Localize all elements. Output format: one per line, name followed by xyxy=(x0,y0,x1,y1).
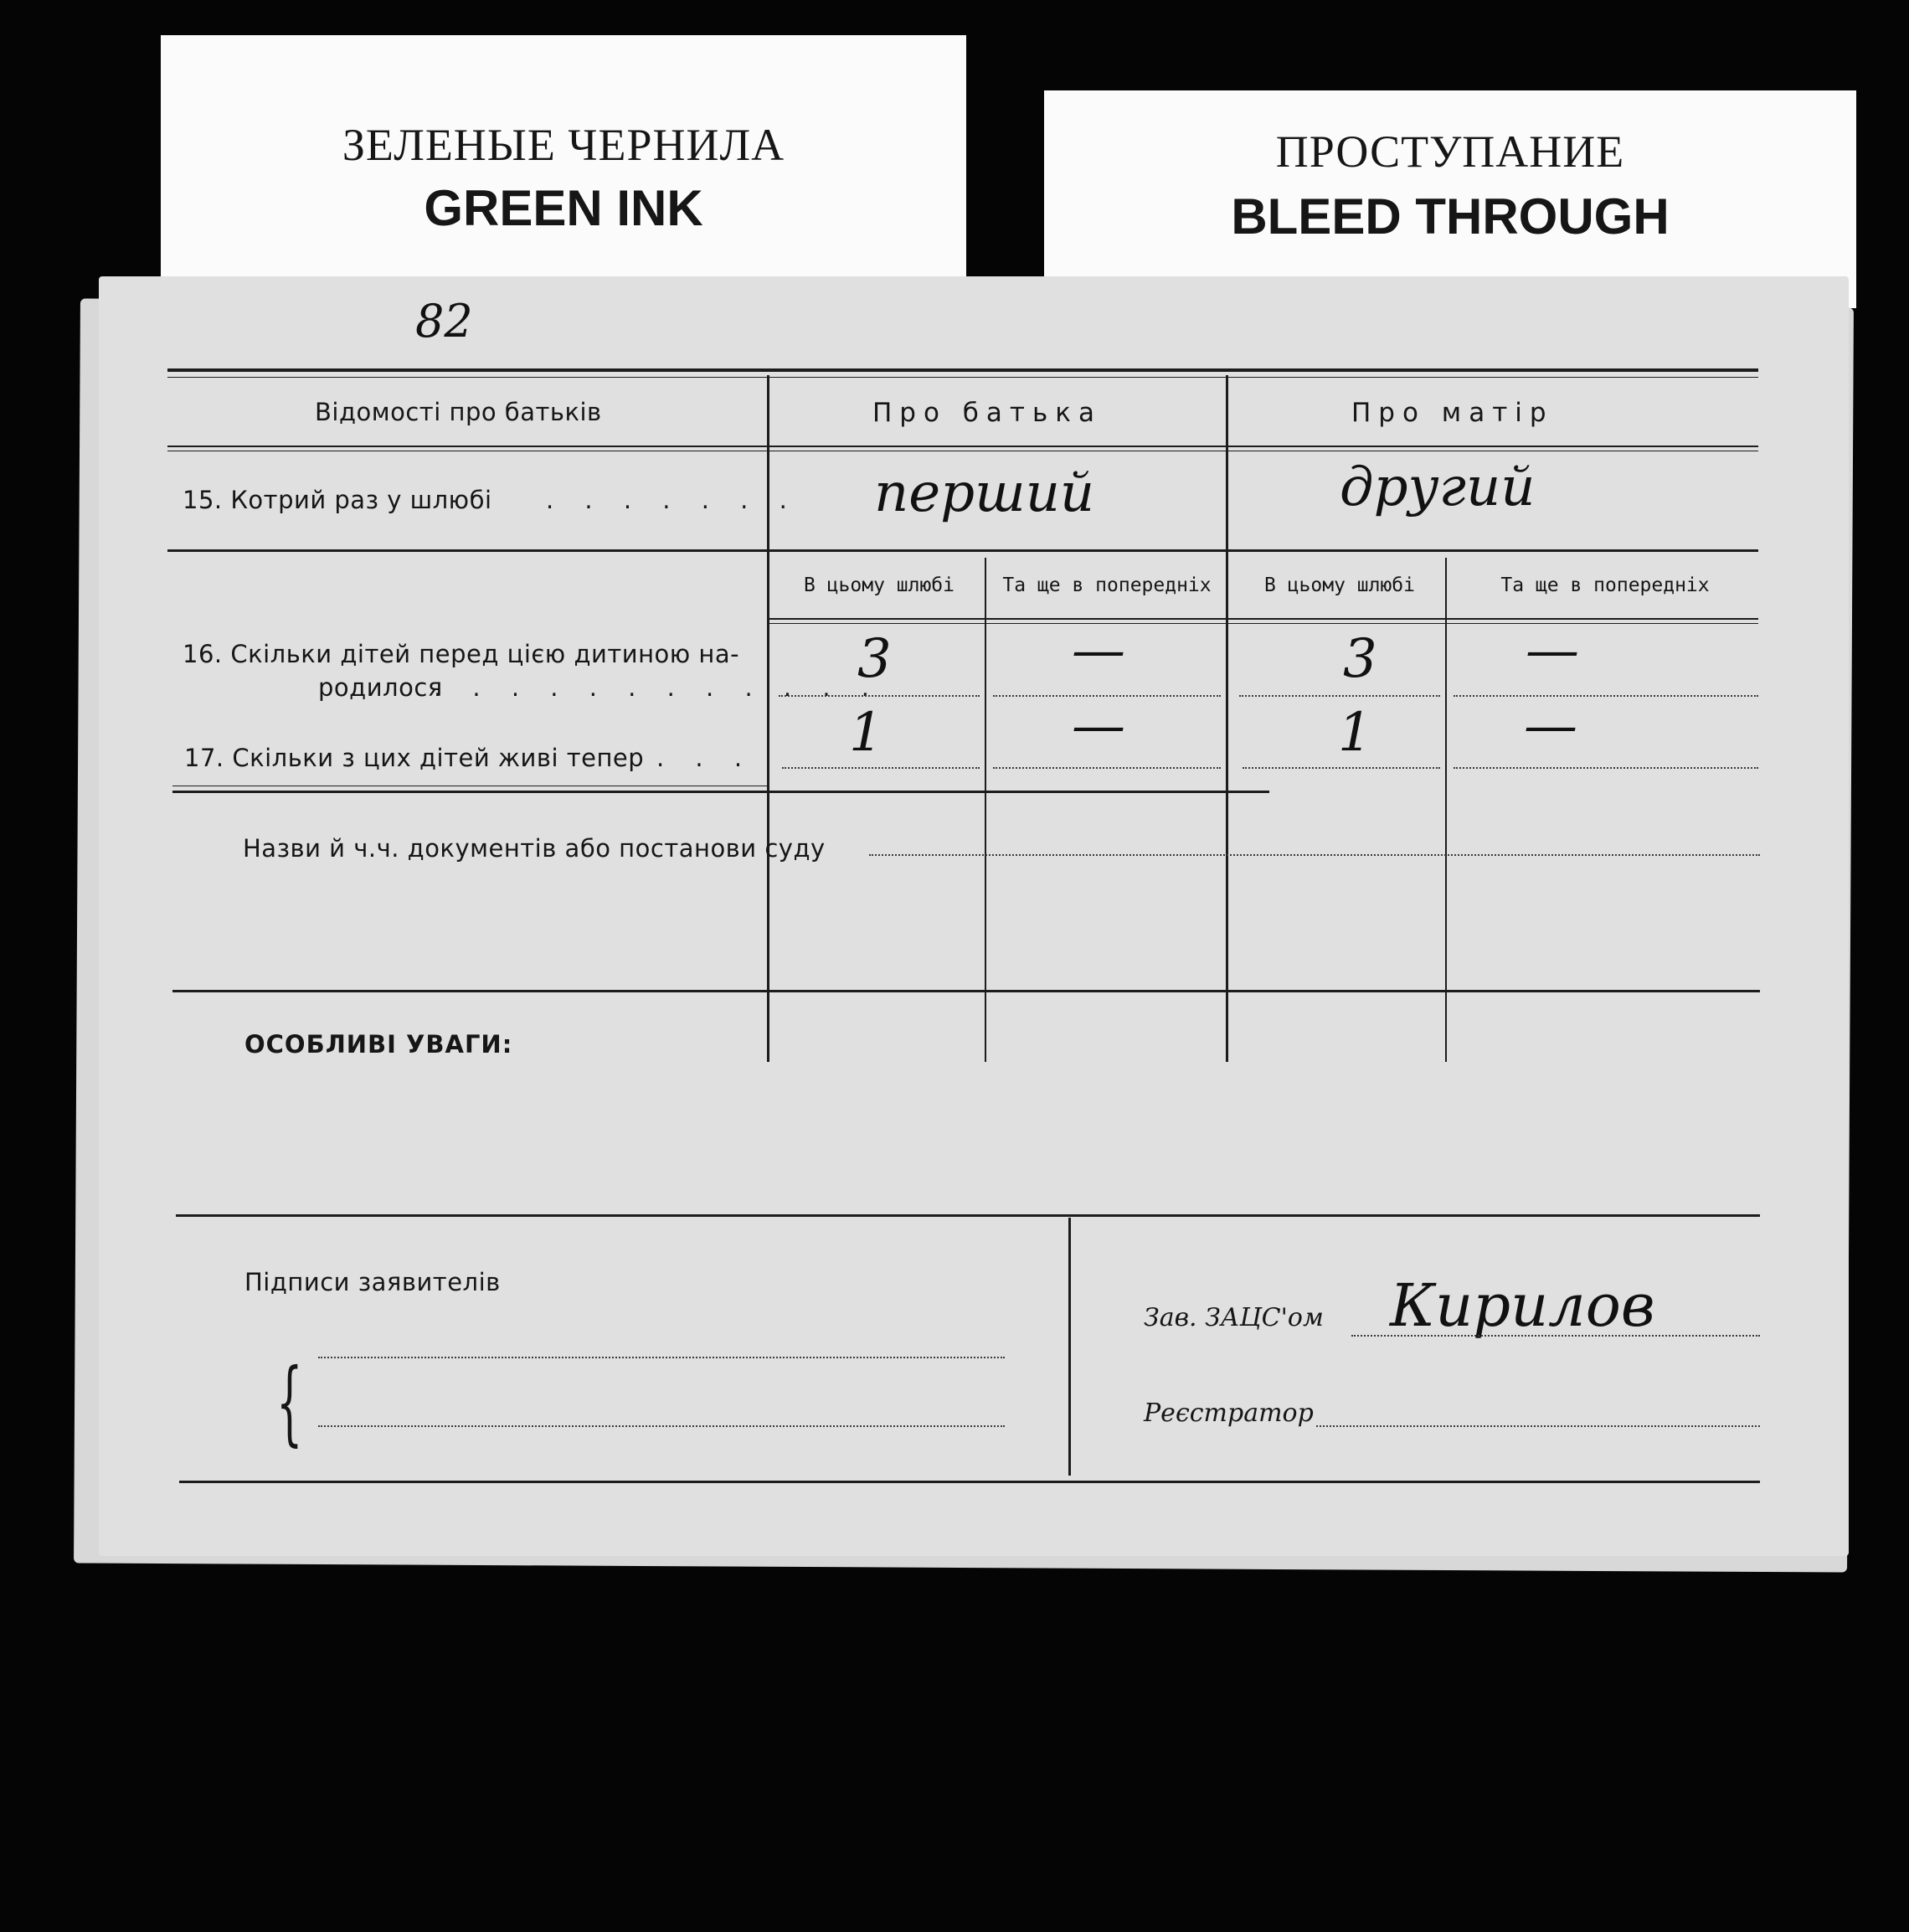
row16-mother-previous-line xyxy=(1454,695,1758,697)
subheader-rule xyxy=(769,618,1758,620)
remarks-label: ОСОБЛИВІ УВАГИ: xyxy=(244,1030,513,1059)
row17-mother-this-line xyxy=(1243,767,1440,769)
row15-label: 15. Котрий раз у шлюбі xyxy=(183,486,492,514)
children-rule xyxy=(172,791,1269,793)
header-parents-info: Відомості про батьків xyxy=(315,398,602,426)
row17-leader: . . . xyxy=(656,744,754,772)
registry-head-signature: Кирилов xyxy=(1390,1271,1655,1340)
subheader-father-previous: Та ще в попередніх xyxy=(1002,574,1212,596)
registry-head-label: Зав. ЗАЦС'ом xyxy=(1144,1303,1324,1332)
green-ink-tag-russian: ЗЕЛЕНЫЕ ЧЕРНИЛА xyxy=(342,120,785,170)
row15-mother-value: другий xyxy=(1340,456,1536,518)
row17-father-this-line xyxy=(782,767,980,769)
bleed-through-tag xyxy=(1044,90,1856,308)
remarks-rule xyxy=(176,1214,1760,1217)
top-rule xyxy=(167,368,1758,372)
applicants-signatures-label: Підписи заявителів xyxy=(244,1268,501,1296)
documents-line xyxy=(869,854,1760,856)
row16-leader: . . . . . . . . . . . . xyxy=(434,673,882,702)
applicants-brace: { xyxy=(276,1348,303,1455)
row17-mother-previous: — xyxy=(1524,695,1577,757)
row17-mother-this: 1 xyxy=(1338,702,1372,764)
row15-father-value: перший xyxy=(874,462,1095,524)
divider-father-left xyxy=(767,375,769,1062)
divider-father-sub xyxy=(985,558,986,1062)
row16-mother-previous: — xyxy=(1526,620,1579,682)
header-father: Про батька xyxy=(872,398,1102,428)
row17-label: 17. Скільки з цих дітей живі тепер xyxy=(184,744,645,772)
documents-rule xyxy=(172,990,1760,992)
corner-mark: 82 xyxy=(415,295,473,348)
row17-mother-previous-line xyxy=(1454,767,1758,769)
row16-father-this: 3 xyxy=(857,628,892,690)
row17-father-previous: — xyxy=(1072,695,1125,757)
row16-father-previous: — xyxy=(1072,620,1125,682)
row16-mother-this: 3 xyxy=(1343,628,1377,690)
row15-leader: . . . . . . . xyxy=(546,486,799,514)
row16-label-line1: 16. Скільки дітей перед цією дитиною на- xyxy=(183,640,740,668)
signature-divider xyxy=(1068,1218,1071,1476)
registrar-label: Реєстратор xyxy=(1144,1399,1314,1428)
subheader-mother-this: В цьому шлюбі xyxy=(1263,574,1415,596)
subheader-rule-thin xyxy=(769,623,1758,624)
header-rule xyxy=(167,446,1758,447)
subheader-father-this: В цьому шлюбі xyxy=(803,574,954,596)
registry-head-line xyxy=(1351,1335,1760,1337)
bottom-rule xyxy=(179,1481,1760,1483)
row16-mother-this-line xyxy=(1239,695,1440,697)
row17-father-previous-line xyxy=(993,767,1221,769)
row15-rule xyxy=(167,549,1758,552)
header-mother: Про матір xyxy=(1351,398,1554,428)
bleed-through-tag-english: BLEED THROUGH xyxy=(1231,188,1670,245)
divider-mother-left xyxy=(1226,375,1228,1062)
divider-mother-sub xyxy=(1445,558,1447,1062)
row17-father-this: 1 xyxy=(849,702,883,764)
documents-label: Назви й ч.ч. документів або постанови суду xyxy=(243,834,826,863)
green-ink-tag-english: GREEN INK xyxy=(424,180,703,236)
subheader-mother-previous: Та ще в попередніх xyxy=(1500,574,1710,596)
green-ink-tag xyxy=(161,35,966,286)
top-rule-thin xyxy=(167,377,1758,378)
row16-father-this-line xyxy=(779,695,980,697)
row16-label-line2: родилося xyxy=(318,673,443,702)
applicant-signature-line-1 xyxy=(318,1357,1005,1358)
applicant-signature-line-2 xyxy=(318,1425,1005,1427)
record-card xyxy=(99,276,1849,1556)
registrar-line xyxy=(1316,1425,1760,1427)
bleed-through-tag-russian: ПРОСТУПАНИЕ xyxy=(1275,126,1625,177)
